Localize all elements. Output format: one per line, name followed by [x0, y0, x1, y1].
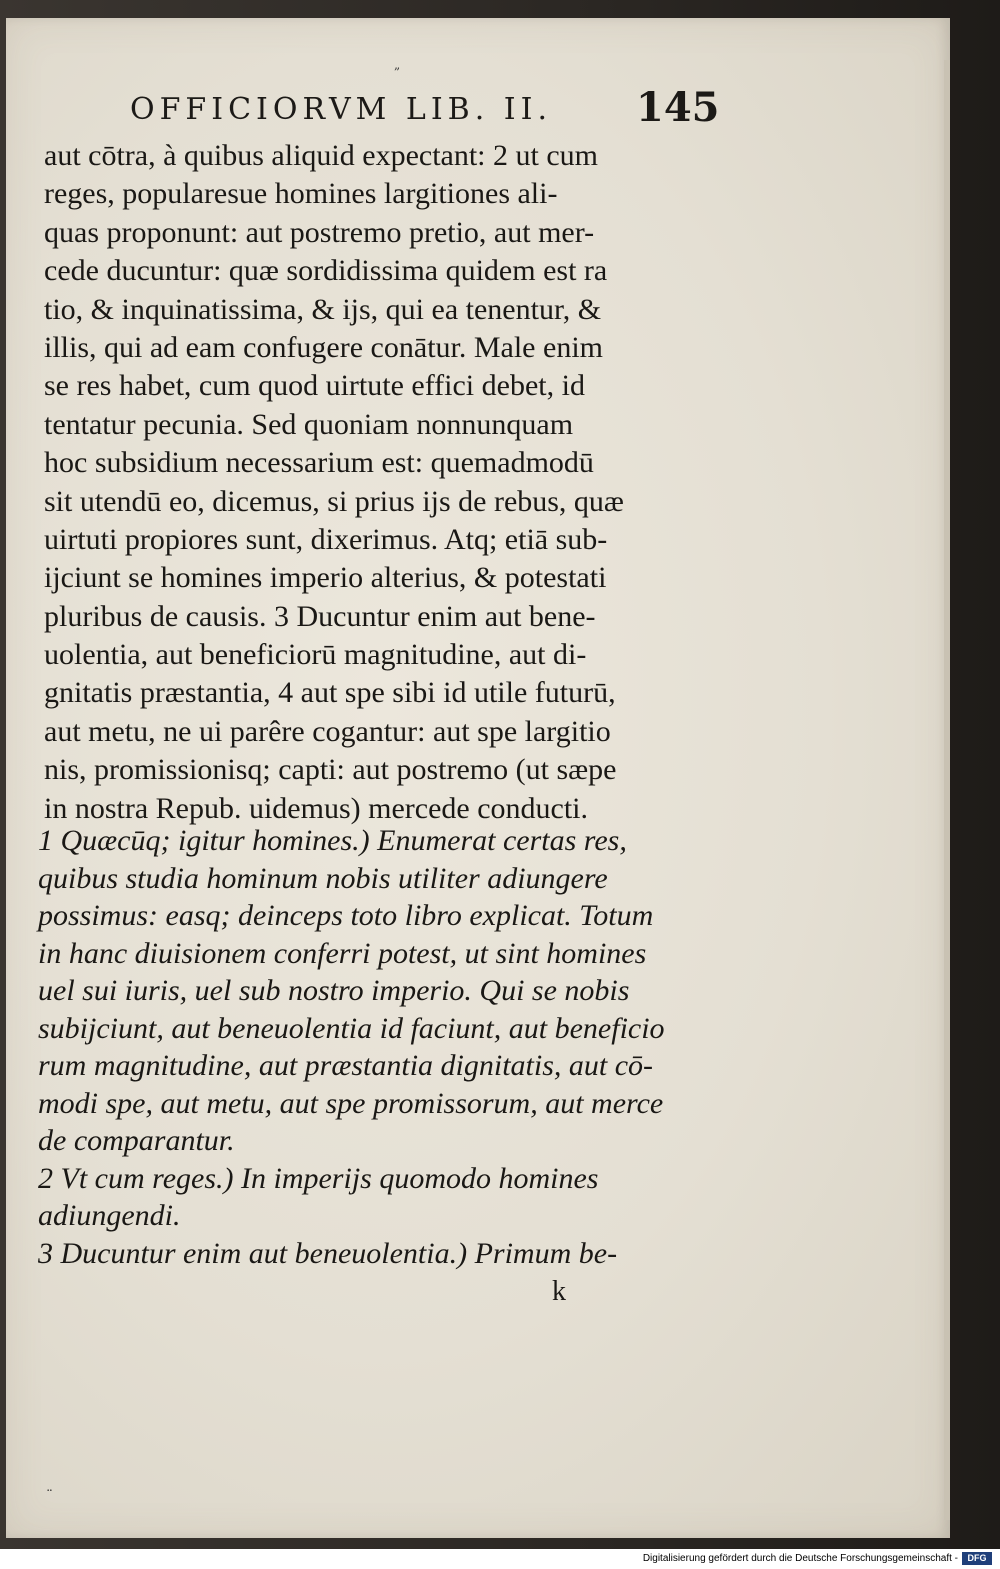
text-line: cede ducuntur: quæ sordidissima quidem est ra — [44, 254, 608, 288]
text-line: tio, & inquinatissima, & ijs, qui ea tenentur, & — [44, 292, 602, 326]
text-line: uirtuti propiores sunt, dixerimus. Atq; etiā sub- — [44, 522, 608, 556]
catchword: k — [552, 1276, 566, 1307]
note-line: uel sui iuris, uel sub nostro imperio. Qui se nobis — [38, 974, 630, 1007]
funding-credit: Digitalisierung gefördert durch die Deutsche Forschungsgemeinschaft - — [642, 1553, 958, 1564]
text-line: hoc subsidium necessarium est: quemadmodū — [44, 446, 594, 480]
text-line: aut metu, ne ui parêre cogantur: aut spe largitio — [44, 714, 611, 748]
text-line: nis, promissionisq; capti: aut postremo (ut sæpe — [44, 753, 617, 787]
text-line: sit utendū eo, dicemus, si prius ijs de rebus, quæ — [44, 484, 624, 518]
main-text — [44, 137, 696, 828]
text-line: aut cōtra, à quibus aliquid expectant: 2 ut cum — [44, 139, 599, 172]
text-line: ijciunt se homines imperio alterius, & potestati — [44, 561, 607, 595]
text-line: in nostra Repub. uidemus) mercede conducti. — [44, 791, 589, 825]
page-edge — [944, 60, 950, 1520]
note-line: possimus: easq; deinceps toto libro explicat. Totum — [38, 899, 654, 932]
bottom-mark: ¨ — [46, 1488, 53, 1504]
text-line: reges, popularesue homines largitiones ali- — [44, 177, 558, 211]
note-line: modi spe, aut metu, aut spe promissorum, aut merce — [38, 1086, 664, 1120]
note-line: subijciunt, aut beneuolentia id faciunt, aut beneficio — [38, 1011, 665, 1045]
page-number: 145 — [636, 84, 720, 131]
commentary-notes — [38, 822, 690, 1272]
text-line: gnitatis præstantia, 4 aut spe sibi id utile futurū, — [44, 676, 616, 710]
note-line: 3 Ducuntur enim aut beneuolentia.) Primum be- — [38, 1236, 618, 1270]
note-line: 2 Vt cum reges.) In imperijs quomodo homines — [38, 1161, 599, 1195]
note-line: rum magnitudine, aut præstantia dignitatis, aut cō- — [38, 1049, 654, 1082]
note-line: de comparantur. — [38, 1124, 235, 1157]
note-line: in hanc diuisionem conferri potest, ut sint homines — [38, 936, 647, 970]
text-line: illis, qui ad eam confugere conātur. Male enim — [44, 330, 603, 364]
signature-mark: „ — [394, 58, 401, 72]
note-line: adiungendi. — [38, 1199, 181, 1232]
dfg-logo-icon: DFG — [962, 1552, 992, 1565]
text-line: pluribus de causis. 3 Ducuntur enim aut bene- — [44, 599, 596, 633]
note-line: quibus studia hominum nobis utiliter adiungere — [38, 861, 608, 895]
text-line: uolentia, aut beneficiorū magnitudine, aut di- — [44, 638, 587, 672]
note-line: 1 Quæcūq; igitur homines.) Enumerat certas res, — [38, 824, 627, 857]
running-head: OFFICIORVM LIB. II. — [130, 92, 553, 127]
text-line: quas proponunt: aut postremo pretio, aut mer- — [44, 215, 595, 249]
text-line: tentatur pecunia. Sed quoniam nonnunquam — [44, 407, 574, 441]
text-line: se res habet, cum quod uirtute effici debet, id — [44, 369, 585, 403]
